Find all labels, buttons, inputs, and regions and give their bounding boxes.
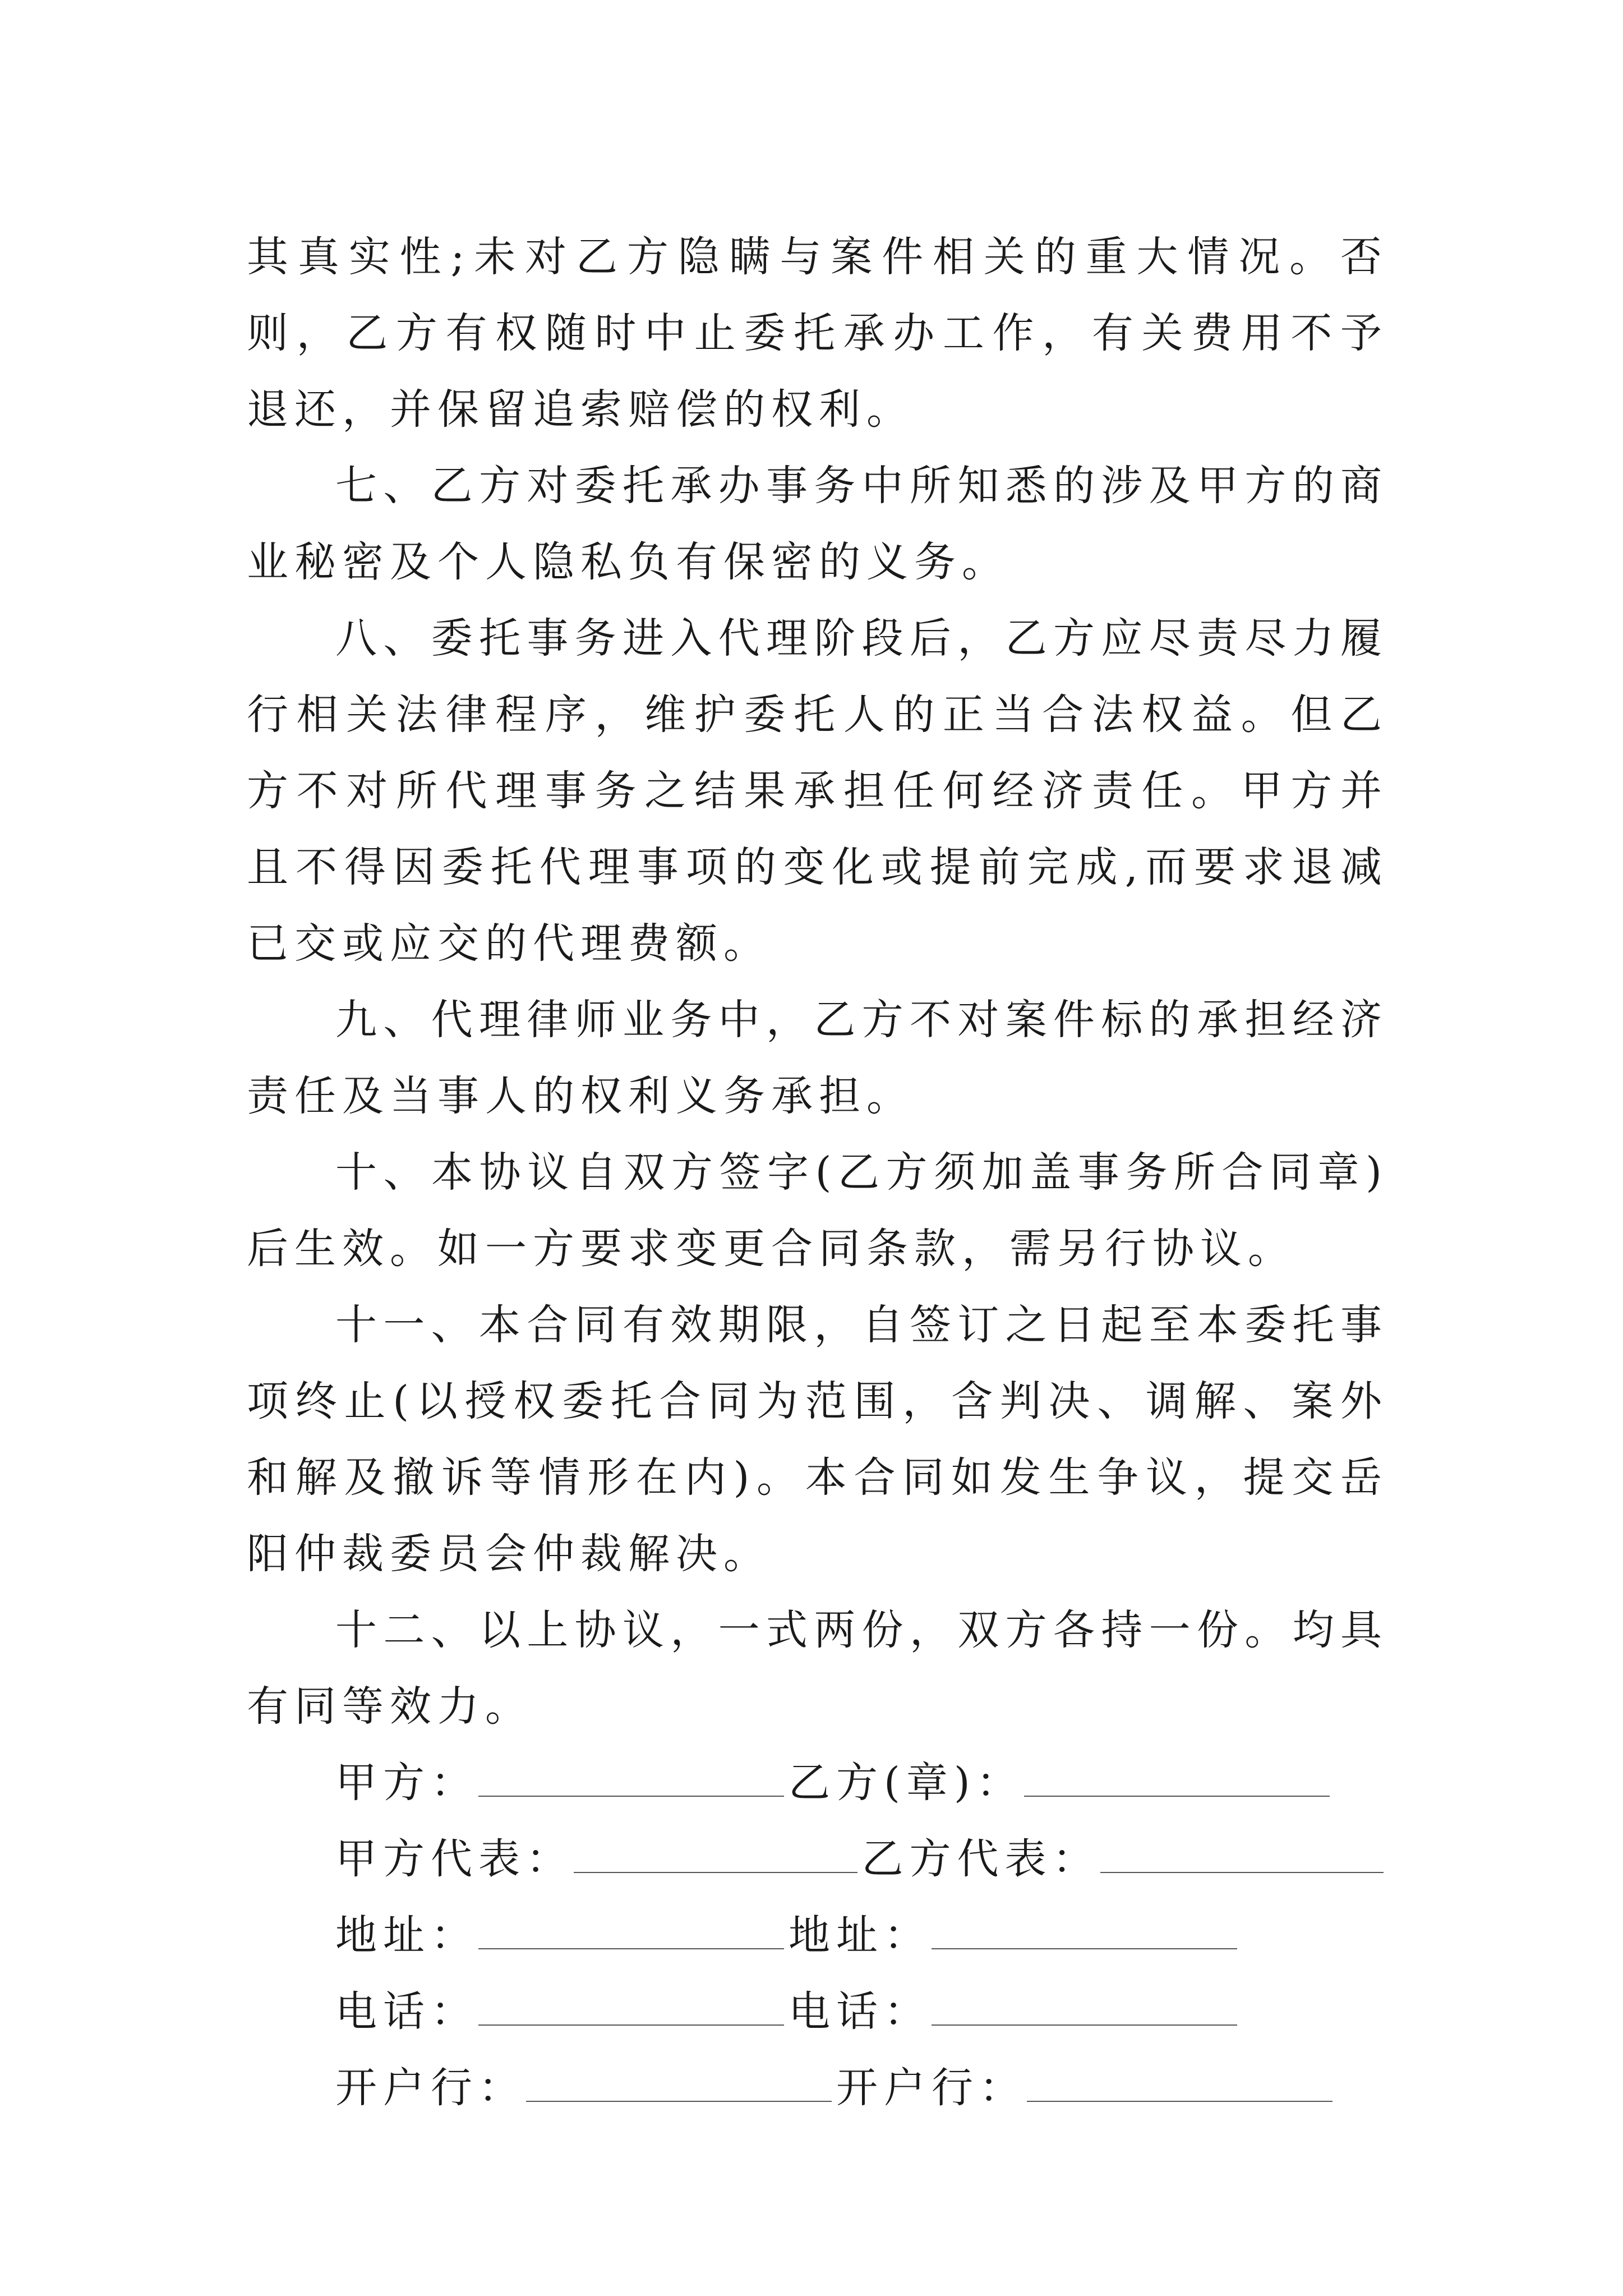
party-a-representative-label: 甲方代表： bbox=[335, 1835, 574, 1883]
party-a-label: 甲方： bbox=[335, 1759, 478, 1807]
paragraph-clause-10: 十、本协议自双方签字(乙方须加盖事务所合同章)后生效。如一方要求变更合同条款，需另行协议。 bbox=[247, 1148, 1388, 1273]
paragraph-clause-7: 七、乙方对委托承办事务中所知悉的涉及甲方的商业秘密及个人隐私负有保密的义务。 bbox=[247, 462, 1388, 586]
paragraph-clause-12: 十二、以上协议，一式两份，双方各持一份。均具有同等效力。 bbox=[247, 1606, 1388, 1731]
party-a-blank[interactable] bbox=[478, 1762, 784, 1797]
signature-row-party bbox=[247, 1745, 1388, 1821]
signature-row-phone bbox=[247, 1973, 1388, 2050]
party-b-phone-blank[interactable] bbox=[932, 1991, 1237, 2026]
party-a-phone-label: 电话： bbox=[335, 1987, 478, 2036]
party-b-label: 乙方(章)： bbox=[789, 1759, 1024, 1807]
paragraph-clause-11: 十一、本合同有效期限，自签订之日起至本委托事项终止(以授权委托合同为范围，含判决、调解、案外和解及撤诉等情形在内)。本合同如发生争议，提交岳阳仲裁委员会仲裁解决。 bbox=[247, 1301, 1388, 1578]
party-a-address-blank[interactable] bbox=[478, 1915, 784, 1949]
paragraph-clause-8: 八、委托事务进入代理阶段后，乙方应尽责尽力履行相关法律程序，维护委托人的正当合法权益。但乙方不对所代理事务之结果承担任何经济责任。甲方并且不得因委托代理事项的变化或提前完成,而要求退减已交或应交的代理费额。 bbox=[247, 614, 1388, 968]
signature-block bbox=[247, 1745, 1388, 2126]
party-a-phone-blank[interactable] bbox=[478, 1991, 784, 2026]
party-b-representative-label: 乙方代表： bbox=[861, 1835, 1100, 1883]
party-b-phone-label: 电话： bbox=[789, 1987, 932, 2036]
document-body bbox=[247, 219, 1388, 2126]
signature-row-bank bbox=[247, 2050, 1388, 2126]
signature-row-representative bbox=[247, 1821, 1388, 1897]
party-b-bank-label: 开户行： bbox=[836, 2064, 1027, 2112]
party-b-address-label: 地址： bbox=[789, 1911, 932, 1959]
paragraph-clause-9: 九、代理律师业务中，乙方不对案件标的承担经济责任及当事人的权利义务承担。 bbox=[247, 996, 1388, 1120]
party-b-address-blank[interactable] bbox=[932, 1915, 1237, 1949]
signature-row-address bbox=[247, 1897, 1388, 1973]
party-a-address-label: 地址： bbox=[335, 1911, 478, 1959]
paragraph-clause-6-cont: 其真实性;未对乙方隐瞒与案件相关的重大情况。否则，乙方有权随时中止委托承办工作，有关费用不予退还，并保留追索赔偿的权利。 bbox=[247, 233, 1388, 434]
party-a-bank-label: 开户行： bbox=[335, 2064, 526, 2112]
party-b-blank[interactable] bbox=[1024, 1762, 1330, 1797]
party-a-bank-blank[interactable] bbox=[526, 2067, 832, 2102]
party-b-representative-blank[interactable] bbox=[1100, 1838, 1384, 1873]
party-b-bank-blank[interactable] bbox=[1027, 2067, 1332, 2102]
party-a-representative-blank[interactable] bbox=[574, 1838, 857, 1873]
